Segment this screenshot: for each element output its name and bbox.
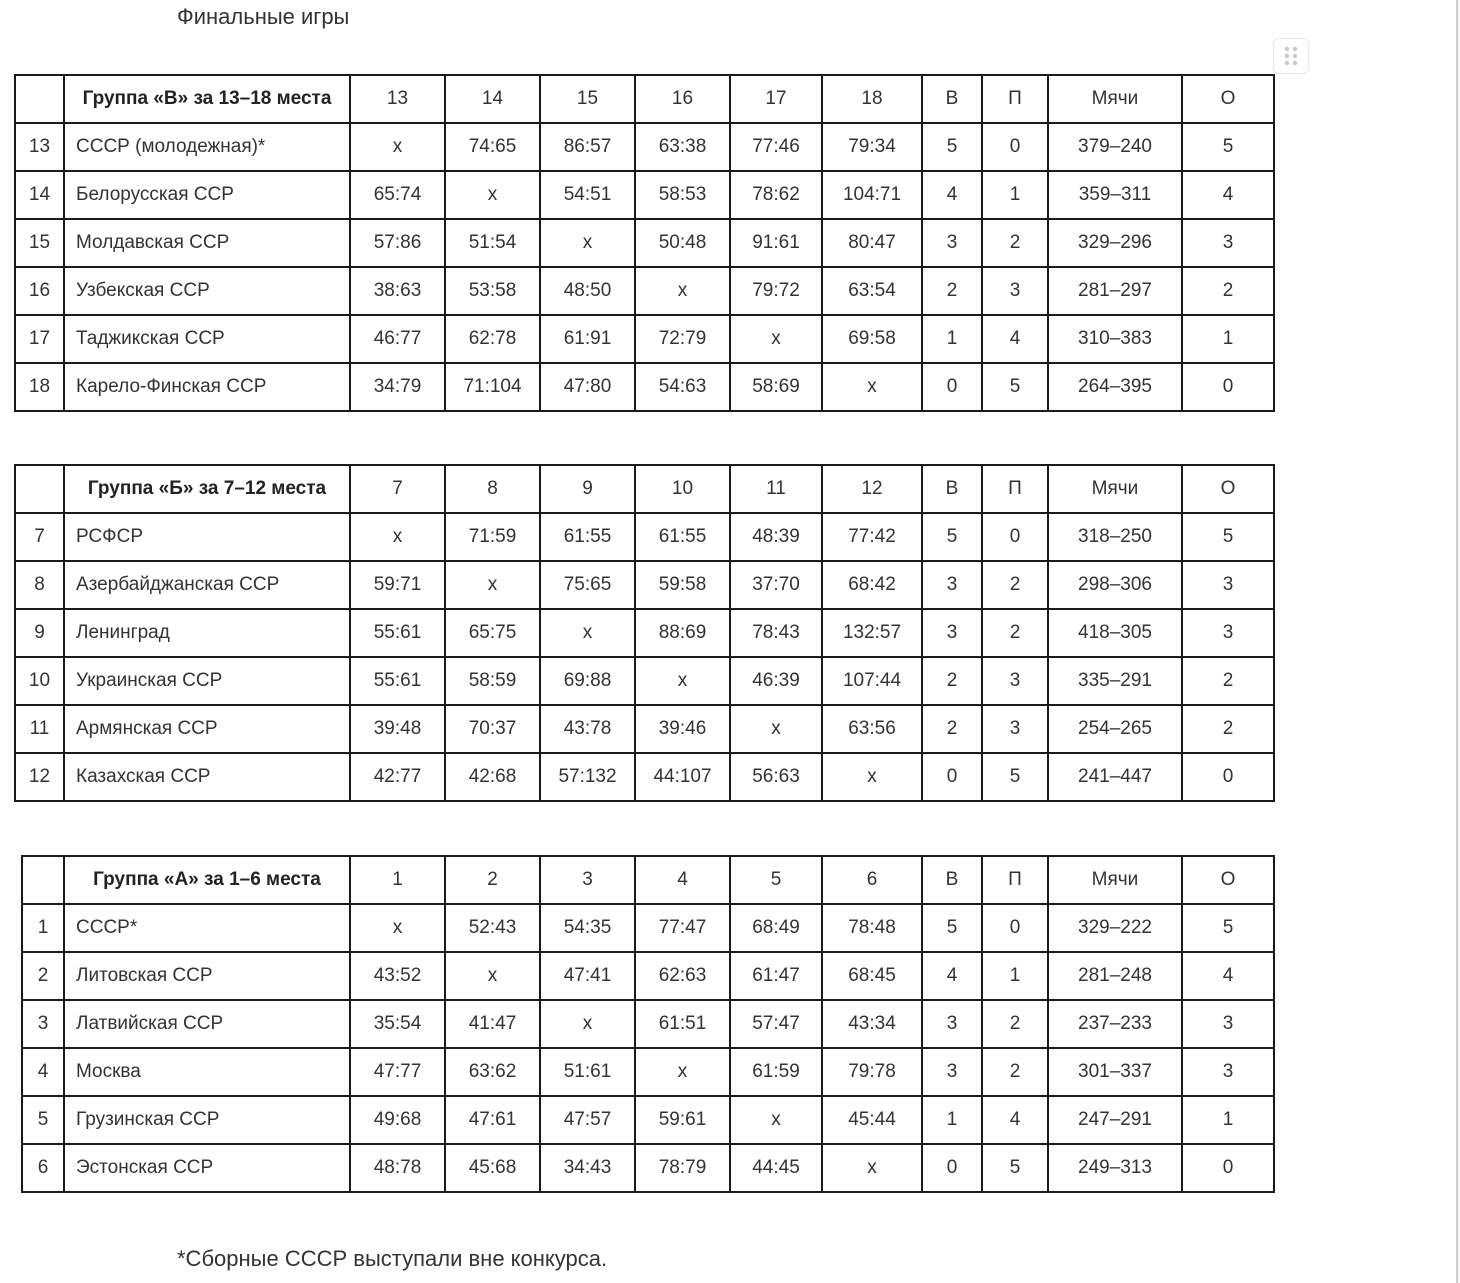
score-cell: 56:63: [730, 753, 822, 801]
opponent-place-header: 9: [540, 465, 635, 513]
opponent-place-header: 7: [350, 465, 445, 513]
losses-cell: 4: [982, 1096, 1048, 1144]
group-title: Группа «А» за 1–6 места: [64, 856, 350, 904]
score-cell: 39:46: [635, 705, 730, 753]
score-cell: x: [540, 219, 635, 267]
place-cell: 15: [15, 219, 64, 267]
wins-cell: 0: [922, 363, 982, 411]
score-cell: x: [635, 657, 730, 705]
losses-cell: 2: [982, 1048, 1048, 1096]
score-cell: 44:107: [635, 753, 730, 801]
opponent-place-header: 16: [635, 75, 730, 123]
team-name: Латвийская ССР: [64, 1000, 350, 1048]
score-cell: 48:78: [350, 1144, 445, 1192]
points-cell: 0: [1182, 1144, 1274, 1192]
table-row: [15, 561, 1274, 609]
table-row: [15, 363, 1274, 411]
team-name: Карело-Финская ССР: [64, 363, 350, 411]
opponent-place-header: 18: [822, 75, 922, 123]
table-row: [15, 219, 1274, 267]
team-name: Казахская ССР: [64, 753, 350, 801]
score-cell: 72:79: [635, 315, 730, 363]
table-row: [22, 1096, 1274, 1144]
opponent-place-header: 1: [350, 856, 445, 904]
opponent-place-header: 14: [445, 75, 540, 123]
team-name: Белорусская ССР: [64, 171, 350, 219]
balls-cell: 418–305: [1048, 609, 1182, 657]
score-cell: 61:51: [635, 1000, 730, 1048]
place-cell: 16: [15, 267, 64, 315]
score-cell: x: [350, 904, 445, 952]
wins-cell: 3: [922, 609, 982, 657]
points-cell: 5: [1182, 123, 1274, 171]
group-title: Группа «Б» за 7–12 места: [64, 465, 350, 513]
points-header: О: [1182, 856, 1274, 904]
score-cell: 61:47: [730, 952, 822, 1000]
score-cell: 88:69: [635, 609, 730, 657]
score-cell: 39:48: [350, 705, 445, 753]
losses-cell: 3: [982, 705, 1048, 753]
wins-cell: 4: [922, 171, 982, 219]
score-cell: 44:45: [730, 1144, 822, 1192]
score-cell: x: [822, 1144, 922, 1192]
place-cell: 12: [15, 753, 64, 801]
table-row: [15, 267, 1274, 315]
score-cell: 63:56: [822, 705, 922, 753]
points-cell: 4: [1182, 171, 1274, 219]
losses-cell: 4: [982, 315, 1048, 363]
table-row: [15, 609, 1274, 657]
table-row: [22, 904, 1274, 952]
score-cell: 57:86: [350, 219, 445, 267]
wins-cell: 0: [922, 753, 982, 801]
table-row: [22, 1048, 1274, 1096]
score-cell: 51:61: [540, 1048, 635, 1096]
score-cell: x: [730, 315, 822, 363]
place-cell: 6: [22, 1144, 64, 1192]
footnote: *Сборные СССР выступали вне конкурса.: [177, 1246, 608, 1271]
wins-cell: 3: [922, 219, 982, 267]
wins-cell: 3: [922, 1000, 982, 1048]
wins-header: В: [922, 75, 982, 123]
group-v-table: [14, 74, 1275, 412]
team-name: Армянская ССР: [64, 705, 350, 753]
opponent-place-header: 17: [730, 75, 822, 123]
score-cell: 45:68: [445, 1144, 540, 1192]
losses-cell: 5: [982, 363, 1048, 411]
score-cell: 54:63: [635, 363, 730, 411]
score-cell: 45:44: [822, 1096, 922, 1144]
opponent-place-header: 12: [822, 465, 922, 513]
place-cell: 11: [15, 705, 64, 753]
table-row: [15, 513, 1274, 561]
score-cell: 47:41: [540, 952, 635, 1000]
losses-cell: 3: [982, 267, 1048, 315]
losses-cell: 2: [982, 1000, 1048, 1048]
score-cell: 34:79: [350, 363, 445, 411]
opponent-place-header: 10: [635, 465, 730, 513]
points-header: О: [1182, 75, 1274, 123]
score-cell: 35:54: [350, 1000, 445, 1048]
losses-cell: 2: [982, 561, 1048, 609]
team-name: Ленинград: [64, 609, 350, 657]
opponent-place-header: 15: [540, 75, 635, 123]
score-cell: 74:65: [445, 123, 540, 171]
score-cell: 69:58: [822, 315, 922, 363]
score-cell: 41:47: [445, 1000, 540, 1048]
wins-cell: 5: [922, 123, 982, 171]
balls-cell: 264–395: [1048, 363, 1182, 411]
score-cell: x: [635, 267, 730, 315]
table-row: [22, 1144, 1274, 1192]
score-cell: 46:39: [730, 657, 822, 705]
team-name: Азербайджанская ССР: [64, 561, 350, 609]
points-cell: 3: [1182, 561, 1274, 609]
table-row: [22, 952, 1274, 1000]
score-cell: 43:78: [540, 705, 635, 753]
points-cell: 3: [1182, 219, 1274, 267]
points-header: О: [1182, 465, 1274, 513]
page-title: Финальные игры: [177, 4, 350, 29]
points-cell: 3: [1182, 1000, 1274, 1048]
opponent-place-header: 6: [822, 856, 922, 904]
place-cell: 8: [15, 561, 64, 609]
losses-header: П: [982, 856, 1048, 904]
opponent-place-header: 13: [350, 75, 445, 123]
score-cell: 69:88: [540, 657, 635, 705]
score-cell: 42:77: [350, 753, 445, 801]
score-cell: 70:37: [445, 705, 540, 753]
score-cell: 86:57: [540, 123, 635, 171]
score-cell: x: [540, 609, 635, 657]
score-cell: 104:71: [822, 171, 922, 219]
balls-cell: 281–297: [1048, 267, 1182, 315]
score-cell: 71:59: [445, 513, 540, 561]
score-cell: x: [445, 171, 540, 219]
balls-cell: 359–311: [1048, 171, 1182, 219]
group-title: Группа «В» за 13–18 места: [64, 75, 350, 123]
score-cell: 47:77: [350, 1048, 445, 1096]
points-cell: 0: [1182, 363, 1274, 411]
score-cell: 43:34: [822, 1000, 922, 1048]
score-cell: 59:61: [635, 1096, 730, 1144]
losses-header: П: [982, 465, 1048, 513]
score-cell: 75:65: [540, 561, 635, 609]
opponent-place-header: 3: [540, 856, 635, 904]
drag-handle[interactable]: [1273, 38, 1309, 74]
points-cell: 5: [1182, 904, 1274, 952]
points-cell: 1: [1182, 315, 1274, 363]
place-cell: 3: [22, 1000, 64, 1048]
score-cell: 62:78: [445, 315, 540, 363]
opponent-place-header: 11: [730, 465, 822, 513]
score-cell: 61:55: [635, 513, 730, 561]
points-cell: 3: [1182, 609, 1274, 657]
balls-cell: 318–250: [1048, 513, 1182, 561]
score-cell: 68:49: [730, 904, 822, 952]
score-cell: 54:35: [540, 904, 635, 952]
losses-cell: 1: [982, 952, 1048, 1000]
group-b-table: [14, 464, 1275, 802]
table-row: [15, 315, 1274, 363]
balls-cell: 329–296: [1048, 219, 1182, 267]
score-cell: 49:68: [350, 1096, 445, 1144]
balls-header: Мячи: [1048, 856, 1182, 904]
wins-header: В: [922, 465, 982, 513]
score-cell: 132:57: [822, 609, 922, 657]
score-cell: 62:63: [635, 952, 730, 1000]
losses-cell: 0: [982, 904, 1048, 952]
balls-cell: 249–313: [1048, 1144, 1182, 1192]
wins-cell: 0: [922, 1144, 982, 1192]
place-cell: 10: [15, 657, 64, 705]
score-cell: 80:47: [822, 219, 922, 267]
score-cell: 57:132: [540, 753, 635, 801]
score-cell: 61:59: [730, 1048, 822, 1096]
score-cell: 38:63: [350, 267, 445, 315]
score-cell: 47:61: [445, 1096, 540, 1144]
team-name: Молдавская ССР: [64, 219, 350, 267]
score-cell: x: [445, 952, 540, 1000]
team-name: РСФСР: [64, 513, 350, 561]
wins-cell: 1: [922, 315, 982, 363]
wins-cell: 2: [922, 657, 982, 705]
score-cell: x: [730, 705, 822, 753]
score-cell: x: [350, 513, 445, 561]
balls-header: Мячи: [1048, 75, 1182, 123]
score-cell: x: [730, 1096, 822, 1144]
score-cell: 37:70: [730, 561, 822, 609]
team-name: Узбекская ССР: [64, 267, 350, 315]
points-cell: 5: [1182, 513, 1274, 561]
table-row: [22, 1000, 1274, 1048]
points-cell: 2: [1182, 705, 1274, 753]
score-cell: x: [445, 561, 540, 609]
points-cell: 0: [1182, 753, 1274, 801]
score-cell: 47:80: [540, 363, 635, 411]
balls-cell: 379–240: [1048, 123, 1182, 171]
balls-cell: 329–222: [1048, 904, 1182, 952]
balls-cell: 301–337: [1048, 1048, 1182, 1096]
score-cell: 42:68: [445, 753, 540, 801]
score-cell: 61:55: [540, 513, 635, 561]
score-cell: 52:43: [445, 904, 540, 952]
score-cell: 91:61: [730, 219, 822, 267]
group-a-table: [21, 855, 1275, 1193]
score-cell: 78:62: [730, 171, 822, 219]
score-cell: 77:46: [730, 123, 822, 171]
points-cell: 1: [1182, 1096, 1274, 1144]
losses-cell: 2: [982, 609, 1048, 657]
score-cell: 63:54: [822, 267, 922, 315]
table-header-row: [15, 465, 1274, 513]
team-name: Эстонская ССР: [64, 1144, 350, 1192]
score-cell: 46:77: [350, 315, 445, 363]
score-cell: 59:58: [635, 561, 730, 609]
score-cell: 47:57: [540, 1096, 635, 1144]
scrollbar[interactable]: [1456, 0, 1458, 1283]
balls-header: Мячи: [1048, 465, 1182, 513]
score-cell: 63:38: [635, 123, 730, 171]
place-cell: 14: [15, 171, 64, 219]
opponent-place-header: 8: [445, 465, 540, 513]
score-cell: 65:74: [350, 171, 445, 219]
table-header-row: [22, 856, 1274, 904]
score-cell: x: [822, 363, 922, 411]
place-header-cell: [15, 465, 64, 513]
score-cell: 78:43: [730, 609, 822, 657]
wins-cell: 3: [922, 1048, 982, 1096]
score-cell: 50:48: [635, 219, 730, 267]
table-header-row: [15, 75, 1274, 123]
losses-cell: 3: [982, 657, 1048, 705]
score-cell: 55:61: [350, 657, 445, 705]
wins-cell: 1: [922, 1096, 982, 1144]
score-cell: 78:48: [822, 904, 922, 952]
score-cell: 65:75: [445, 609, 540, 657]
score-cell: 79:72: [730, 267, 822, 315]
losses-cell: 0: [982, 513, 1048, 561]
points-cell: 3: [1182, 1048, 1274, 1096]
score-cell: 53:58: [445, 267, 540, 315]
balls-cell: 310–383: [1048, 315, 1182, 363]
score-cell: 58:53: [635, 171, 730, 219]
losses-header: П: [982, 75, 1048, 123]
score-cell: x: [822, 753, 922, 801]
team-name: Москва: [64, 1048, 350, 1096]
opponent-place-header: 4: [635, 856, 730, 904]
balls-cell: 298–306: [1048, 561, 1182, 609]
score-cell: 68:45: [822, 952, 922, 1000]
score-cell: x: [350, 123, 445, 171]
team-name: Грузинская ССР: [64, 1096, 350, 1144]
team-name: Таджикская ССР: [64, 315, 350, 363]
place-header-cell: [22, 856, 64, 904]
table-row: [15, 705, 1274, 753]
score-cell: 58:59: [445, 657, 540, 705]
score-cell: 79:78: [822, 1048, 922, 1096]
opponent-place-header: 5: [730, 856, 822, 904]
place-cell: 4: [22, 1048, 64, 1096]
score-cell: x: [635, 1048, 730, 1096]
score-cell: 54:51: [540, 171, 635, 219]
wins-cell: 2: [922, 705, 982, 753]
points-cell: 2: [1182, 267, 1274, 315]
score-cell: 48:50: [540, 267, 635, 315]
score-cell: 55:61: [350, 609, 445, 657]
score-cell: 48:39: [730, 513, 822, 561]
team-name: СССР*: [64, 904, 350, 952]
place-cell: 5: [22, 1096, 64, 1144]
points-cell: 4: [1182, 952, 1274, 1000]
drag-handle-dots-icon: [1283, 45, 1299, 67]
score-cell: 77:42: [822, 513, 922, 561]
place-cell: 18: [15, 363, 64, 411]
table-row: [15, 657, 1274, 705]
table-row: [15, 753, 1274, 801]
wins-cell: 5: [922, 513, 982, 561]
place-cell: 1: [22, 904, 64, 952]
wins-cell: 2: [922, 267, 982, 315]
wins-cell: 4: [922, 952, 982, 1000]
score-cell: 68:42: [822, 561, 922, 609]
team-name: СССР (молодежная)*: [64, 123, 350, 171]
table-row: [15, 171, 1274, 219]
losses-cell: 2: [982, 219, 1048, 267]
score-cell: 77:47: [635, 904, 730, 952]
place-cell: 17: [15, 315, 64, 363]
team-name: Литовская ССР: [64, 952, 350, 1000]
balls-cell: 237–233: [1048, 1000, 1182, 1048]
balls-cell: 254–265: [1048, 705, 1182, 753]
opponent-place-header: 2: [445, 856, 540, 904]
team-name: Украинская ССР: [64, 657, 350, 705]
balls-cell: 247–291: [1048, 1096, 1182, 1144]
place-cell: 7: [15, 513, 64, 561]
balls-cell: 335–291: [1048, 657, 1182, 705]
losses-cell: 0: [982, 123, 1048, 171]
score-cell: 34:43: [540, 1144, 635, 1192]
score-cell: 79:34: [822, 123, 922, 171]
score-cell: 63:62: [445, 1048, 540, 1096]
wins-cell: 5: [922, 904, 982, 952]
score-cell: 61:91: [540, 315, 635, 363]
wins-cell: 3: [922, 561, 982, 609]
place-cell: 2: [22, 952, 64, 1000]
score-cell: 78:79: [635, 1144, 730, 1192]
score-cell: 71:104: [445, 363, 540, 411]
score-cell: 43:52: [350, 952, 445, 1000]
score-cell: 107:44: [822, 657, 922, 705]
losses-cell: 1: [982, 171, 1048, 219]
place-cell: 9: [15, 609, 64, 657]
points-cell: 2: [1182, 657, 1274, 705]
score-cell: 51:54: [445, 219, 540, 267]
balls-cell: 241–447: [1048, 753, 1182, 801]
wins-header: В: [922, 856, 982, 904]
losses-cell: 5: [982, 753, 1048, 801]
place-cell: 13: [15, 123, 64, 171]
table-row: [15, 123, 1274, 171]
score-cell: x: [540, 1000, 635, 1048]
balls-cell: 281–248: [1048, 952, 1182, 1000]
score-cell: 59:71: [350, 561, 445, 609]
losses-cell: 5: [982, 1144, 1048, 1192]
score-cell: 57:47: [730, 1000, 822, 1048]
score-cell: 58:69: [730, 363, 822, 411]
place-header-cell: [15, 75, 64, 123]
